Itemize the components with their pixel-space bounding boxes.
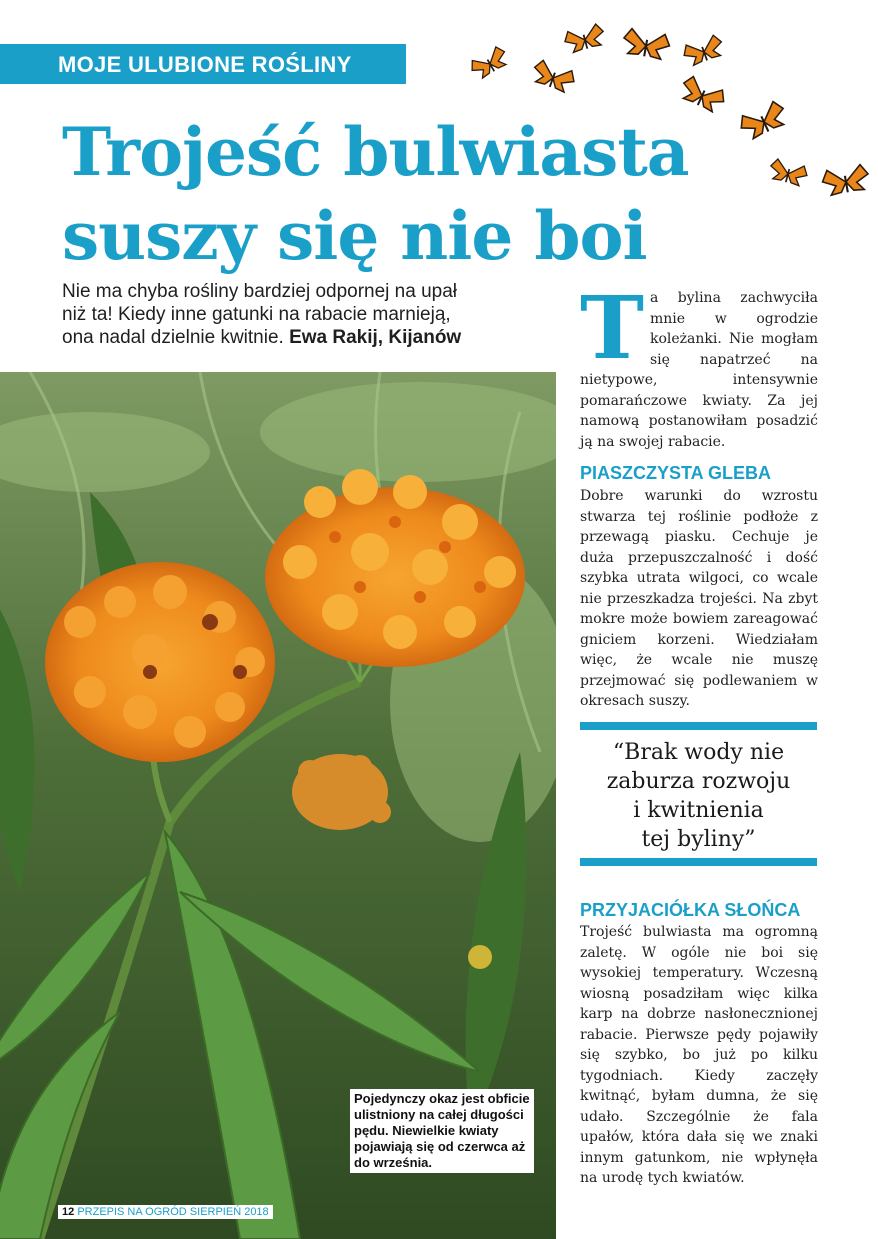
butterfly-4 xyxy=(621,28,671,61)
photo-caption: Pojedynczy okaz jest obficie ulistniony na całej długości pędu. Niewielkie kwiaty pojawiają się od czerwca aż do września. xyxy=(350,1089,534,1173)
quote-line-3: i kwitnienia xyxy=(633,798,764,823)
butterfly-5 xyxy=(681,33,726,67)
butterfly-9 xyxy=(821,164,871,197)
page-footer xyxy=(58,1205,273,1219)
drop-cap: T xyxy=(580,278,644,379)
intro-text: a bylina zachwyciła mnie w ogrodzie koleżanki. Nie mogłam się napatrzeć na nietypowe, intensywnie pomarańczowe kwiaty. Za jej namową postanowiłam posadzić ją na swojej rabacie. xyxy=(580,290,818,450)
butterfly-2 xyxy=(530,58,577,94)
headline-line-1: Trojeść bulwiasta xyxy=(62,113,689,191)
section-1-title: PIASZCZYSTA GLEBA xyxy=(580,463,772,483)
butterfly-7 xyxy=(737,99,790,141)
section-kicker xyxy=(0,44,406,84)
section-2-title: PRZYJACIÓŁKA SŁOŃCA xyxy=(580,900,801,920)
butterfly-6 xyxy=(678,74,728,114)
lead-line-2: niż ta! Kiedy inne gatunki na rabacie marnieją, xyxy=(62,304,451,325)
magazine-name: PRZEPIS NA OGRÓD xyxy=(77,1206,187,1218)
section-1-body: Dobre warunki do wzrostu stwarza tej roślinie podłoże z przewagą piasku. Cechuje je duża przepuszczalność i dość szybka utrata wilgoci, co wcale nie przeszkadza trojeści. Na zbyt mokre może bowiem zareagować gniciem korzeni. Wiedziałam więc, że wcale nie muszę przejmować się podlewaniem w okresach suszy. xyxy=(580,488,818,709)
quote-rule-bottom xyxy=(580,858,817,866)
section-2-body: Trojeść bulwiasta ma ogromną zaletę. W ogóle nie boi się wysokiej temperatury. Wczesną wiosną posadziłam więc kilka karp na dobrze nasłonecznionej rabacie. Pierwsze pędy pojawiły się szybko, bo już po kilku tygodniach. Kiedy zaczęły kwitnąć, byłam dumna, że się udało. Szczególnie że fala upałów, która dała się we znaki innym gatunkom, nie wpłynęła na urodę tych kwiatów. xyxy=(580,924,818,1186)
intro-paragraph xyxy=(580,278,818,452)
quote-rule-top xyxy=(580,722,817,730)
lead-line-1: Nie ma chyba rośliny bardziej odpornej na upał xyxy=(62,281,458,302)
butterfly-1 xyxy=(468,44,510,80)
quote-line-4: tej byliny” xyxy=(641,827,756,852)
page-number: 12 xyxy=(62,1206,75,1218)
headline-line-2: suszy się nie boi xyxy=(62,197,647,275)
author-byline: Ewa Rakij, Kijanów xyxy=(289,327,462,348)
article-lead xyxy=(62,280,542,349)
quote-line-1: “Brak wody nie xyxy=(612,740,785,765)
quote-line-2: zaburza rozwoju xyxy=(606,769,791,794)
article-headline xyxy=(62,110,689,278)
pull-quote xyxy=(580,738,817,854)
butterfly-8 xyxy=(768,158,809,187)
lead-line-3: ona nadal dzielnie kwitnie. xyxy=(62,327,284,348)
issue-date: SIERPIEŃ 2018 xyxy=(189,1206,269,1218)
butterfly-3 xyxy=(563,23,607,54)
kicker-label: MOJE ULUBIONE ROŚLINY xyxy=(58,52,352,77)
